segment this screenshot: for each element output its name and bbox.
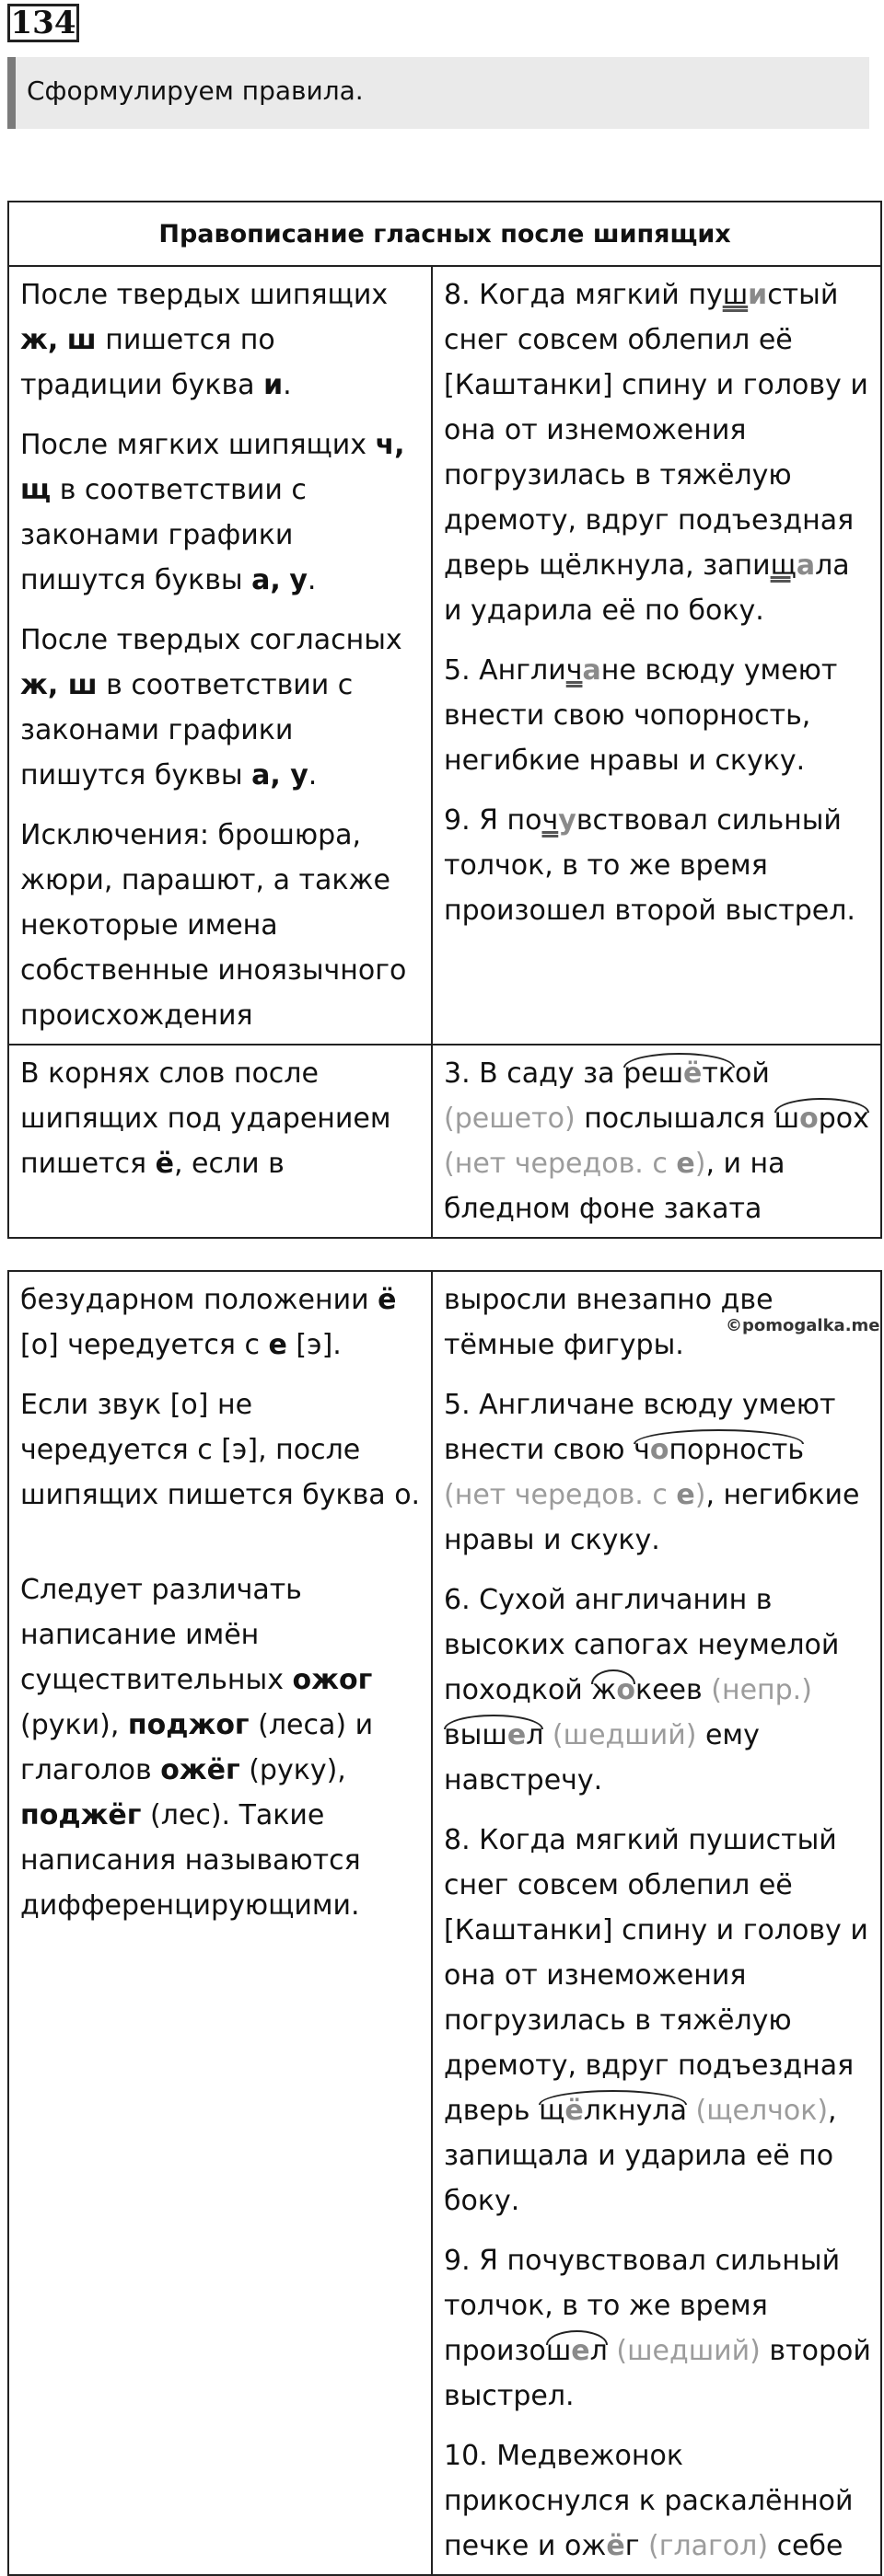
root-arc: решётк: [623, 1051, 735, 1096]
intro-text: Сформулируем правила.: [27, 75, 364, 106]
watermark: ©pomogalka.me: [726, 1316, 880, 1335]
rule-differentiating: Следует различать написание имён существительных ожог (руки), поджог (леса) и глаголов ожёг (руку), поджёг (лес). Такие написания называются дифференцирующими.: [20, 1574, 374, 1922]
example-9: 9. Я почувствовал сильный толчок, в то же время произошел второй выстрел.: [444, 804, 855, 927]
rule-hard-consonants: После твердых согласных ж, ш в соответствии с законами графики пишутся буквы а, у.: [20, 624, 402, 791]
root-arc: шорох: [774, 1096, 869, 1141]
rule-hard-sibilants: После твердых шипящих ж, ш пишется по традиции буква и.: [20, 279, 389, 401]
rules-table-part1: [7, 201, 882, 1239]
rule-cell-2: В корнях слов после шипящих под ударением пишется ё, если в: [8, 1045, 432, 1238]
intro-callout: [7, 57, 869, 129]
root-arc: жо: [591, 1668, 635, 1713]
example-3: 3. В саду за решёткой (решето) послышался шорох (нет чередов. с е), и на бледном фоне заката: [444, 1057, 869, 1225]
rule-exceptions: Исключения: брошюра, жюри, парашют, а также некоторые имена собственные иноязычного происхождения: [20, 819, 407, 1032]
root-arc: вышел: [444, 1713, 543, 1758]
example-8b: 8. Когда мягкий пушистый снег совсем облепил её [Каштанки] спину и голову и она от изнеможения погрузилась в тяжёлую дремоту, вдруг подъездная дверь щёлкнула (щелчок), запищала и ударила её по боку.: [444, 1824, 868, 2217]
rule-cell-3: [8, 1271, 432, 2575]
example-6: 6. Сухой англичанин в высоких сапогах неумелой походкой жокеев (непр.) вышел (шедший) ему навстречу.: [444, 1584, 840, 1796]
rule-cell-1: [8, 266, 432, 1045]
rule-no-alternation: Если звук [о] не чередуется с [э], после шипящих пишется буква о.: [20, 1389, 421, 1511]
rule-alternation: безударном положении ё [о] чередуется с е [э].: [20, 1284, 397, 1361]
example-5: 5. Англичане всюду умеют внести свою чопорность, негибкие нравы и скуку.: [444, 654, 838, 777]
example-cell-2: [432, 1045, 881, 1238]
task-number: 134: [7, 4, 79, 42]
example-10: 10. Медвежонок прикоснулся к раскалённой печке и ожёг (глагол) себе: [444, 2440, 854, 2562]
root-arc: шел: [546, 2328, 608, 2374]
example-8: 8. Когда мягкий пушистый снег совсем облепил её [Каштанки] спину и голову и она от изнеможения погрузилась в тяжёлую дремоту, вдруг подъездная дверь щёлкнула, запищала и ударила её по боку.: [444, 279, 868, 627]
rule-soft-sibilants: После мягких шипящих ч, щ в соответствии с законами графики пишутся буквы а, у.: [20, 429, 405, 596]
root-arc: чопорность: [634, 1427, 804, 1473]
example-cell-1: [432, 266, 881, 1045]
example-5b: 5. Англичане всюду умеют внести свою чопорность (нет чередов. с е), негибкие нравы и скуку.: [444, 1389, 860, 1556]
table-title: Правописание гласных после шипящих: [8, 202, 881, 266]
example-continuation: выросли внезапно две тёмные фигуры.: [444, 1284, 774, 1361]
example-cell-3: [432, 1271, 881, 2575]
example-9b: 9. Я почувствовал сильный толчок, в то же время произошел (шедший) второй выстрел.: [444, 2245, 871, 2412]
rules-table-part2: [7, 1270, 882, 2576]
root-arc: щёлкнула: [539, 2088, 687, 2133]
